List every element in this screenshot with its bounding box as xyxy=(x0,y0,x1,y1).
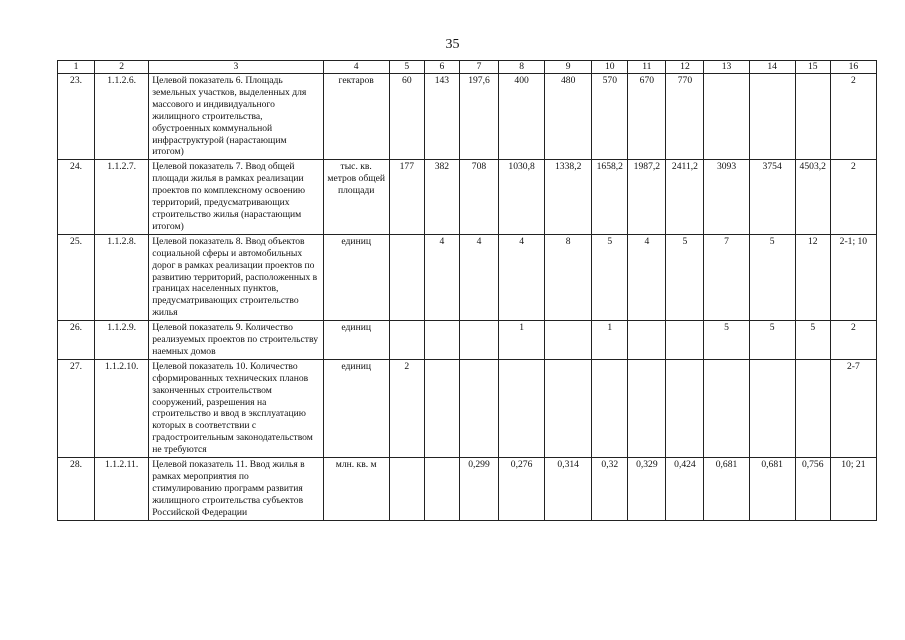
value-col-15: 5 xyxy=(795,321,830,360)
indicators-table xyxy=(57,60,877,521)
value-col-14: 5 xyxy=(749,321,795,360)
row-number: 28. xyxy=(58,458,95,521)
value-col-5 xyxy=(389,458,424,521)
indicator-description: Целевой показатель 10. Количество сформированных технических планов законченных строительством сооружений, разрешения на строительство и ввод в эксплуатацию которых в соответствии с градостроительным законодательством не требуются xyxy=(149,359,323,457)
value-col-6: 143 xyxy=(424,74,459,160)
unit-of-measure: млн. кв. м xyxy=(323,458,389,521)
value-col-6: 382 xyxy=(424,160,459,234)
value-col-12: 770 xyxy=(666,74,704,160)
table-row xyxy=(58,160,877,234)
value-col-7: 197,6 xyxy=(459,74,498,160)
value-col-7: 4 xyxy=(459,234,498,320)
value-col-9: 8 xyxy=(545,234,592,320)
unit-of-measure: единиц xyxy=(323,359,389,457)
table-row xyxy=(58,359,877,457)
header-cell: 7 xyxy=(459,61,498,74)
value-col-10: 570 xyxy=(592,74,628,160)
value-col-11: 0,329 xyxy=(628,458,666,521)
value-col-14: 3754 xyxy=(749,160,795,234)
indicator-code: 1.1.2.10. xyxy=(95,359,149,457)
header-cell: 13 xyxy=(704,61,749,74)
value-col-12: 2411,2 xyxy=(666,160,704,234)
page-number: 35 xyxy=(445,37,460,52)
indicator-description: Целевой показатель 7. Ввод общей площади жилья в рамках реализации проектов по комплексному освоению территорий, предусматривающих строительство жилья (нарастающим итогом) xyxy=(149,160,323,234)
value-col-8: 1 xyxy=(499,321,545,360)
value-col-14: 0,681 xyxy=(749,458,795,521)
indicator-code: 1.1.2.7. xyxy=(95,160,149,234)
value-col-5 xyxy=(389,321,424,360)
row-number: 27. xyxy=(58,359,95,457)
value-col-7: 0,299 xyxy=(459,458,498,521)
value-col-11: 1987,2 xyxy=(628,160,666,234)
value-col-12 xyxy=(666,321,704,360)
value-col-5 xyxy=(389,234,424,320)
table-row xyxy=(58,74,877,160)
value-col-11: 4 xyxy=(628,234,666,320)
value-col-13 xyxy=(704,74,749,160)
header-cell: 10 xyxy=(592,61,628,74)
value-col-13: 0,681 xyxy=(704,458,749,521)
value-col-10: 5 xyxy=(592,234,628,320)
value-col-11 xyxy=(628,359,666,457)
header-cell: 6 xyxy=(424,61,459,74)
value-col-15: 4503,2 xyxy=(795,160,830,234)
value-col-5: 177 xyxy=(389,160,424,234)
value-col-9: 1338,2 xyxy=(545,160,592,234)
value-col-14 xyxy=(749,74,795,160)
value-col-9 xyxy=(545,321,592,360)
value-col-12: 0,424 xyxy=(666,458,704,521)
value-col-13: 5 xyxy=(704,321,749,360)
value-col-9 xyxy=(545,359,592,457)
value-col-7 xyxy=(459,321,498,360)
value-col-5: 60 xyxy=(389,74,424,160)
value-col-9: 0,314 xyxy=(545,458,592,521)
header-row xyxy=(58,61,877,74)
value-col-6: 4 xyxy=(424,234,459,320)
row-number: 25. xyxy=(58,234,95,320)
source-reference: 2-7 xyxy=(830,359,876,457)
value-col-6 xyxy=(424,321,459,360)
unit-of-measure: тыс. кв. метров общей площади xyxy=(323,160,389,234)
indicator-description: Целевой показатель 11. Ввод жилья в рамках мероприятия по стимулированию программ развития жилищного строительства субъектов Российской Федерации xyxy=(149,458,323,521)
value-col-10: 0,32 xyxy=(592,458,628,521)
value-col-13: 7 xyxy=(704,234,749,320)
indicator-description: Целевой показатель 9. Количество реализуемых проектов по строительству наемных домов xyxy=(149,321,323,360)
header-cell: 5 xyxy=(389,61,424,74)
value-col-7: 708 xyxy=(459,160,498,234)
header-cell: 15 xyxy=(795,61,830,74)
value-col-8: 400 xyxy=(499,74,545,160)
value-col-10: 1658,2 xyxy=(592,160,628,234)
value-col-6 xyxy=(424,359,459,457)
value-col-8: 0,276 xyxy=(499,458,545,521)
value-col-8: 4 xyxy=(499,234,545,320)
header-cell: 16 xyxy=(830,61,876,74)
header-cell: 14 xyxy=(749,61,795,74)
value-col-15 xyxy=(795,359,830,457)
unit-of-measure: единиц xyxy=(323,234,389,320)
unit-of-measure: гектаров xyxy=(323,74,389,160)
indicator-code: 1.1.2.8. xyxy=(95,234,149,320)
source-reference: 2 xyxy=(830,160,876,234)
header-cell: 8 xyxy=(499,61,545,74)
header-cell: 11 xyxy=(628,61,666,74)
value-col-15 xyxy=(795,74,830,160)
value-col-5: 2 xyxy=(389,359,424,457)
value-col-8: 1030,8 xyxy=(499,160,545,234)
indicator-description: Целевой показатель 6. Площадь земельных участков, выделенных для массового и индивидуального жилищного строительства, обустроенных коммунальной инфраструктурой (нарастающим итогом) xyxy=(149,74,323,160)
value-col-6 xyxy=(424,458,459,521)
table-row xyxy=(58,234,877,320)
value-col-13: 3093 xyxy=(704,160,749,234)
indicator-code: 1.1.2.11. xyxy=(95,458,149,521)
value-col-9: 480 xyxy=(545,74,592,160)
table-row xyxy=(58,458,877,521)
source-reference: 2 xyxy=(830,74,876,160)
row-number: 23. xyxy=(58,74,95,160)
source-reference: 10; 21 xyxy=(830,458,876,521)
header-cell: 3 xyxy=(149,61,323,74)
header-cell: 12 xyxy=(666,61,704,74)
unit-of-measure: единиц xyxy=(323,321,389,360)
value-col-7 xyxy=(459,359,498,457)
value-col-10: 1 xyxy=(592,321,628,360)
table-row xyxy=(58,321,877,360)
indicator-description: Целевой показатель 8. Ввод объектов социальной сферы и автомобильных дорог в рамках реализации проектов по развитию территорий, расположенных в границах населенных пунктов, предусматривающих строительство жилья xyxy=(149,234,323,320)
value-col-11: 670 xyxy=(628,74,666,160)
value-col-13 xyxy=(704,359,749,457)
value-col-8 xyxy=(499,359,545,457)
header-cell: 9 xyxy=(545,61,592,74)
source-reference: 2-1; 10 xyxy=(830,234,876,320)
value-col-10 xyxy=(592,359,628,457)
value-col-11 xyxy=(628,321,666,360)
value-col-14: 5 xyxy=(749,234,795,320)
header-cell: 2 xyxy=(95,61,149,74)
header-cell: 4 xyxy=(323,61,389,74)
value-col-15: 12 xyxy=(795,234,830,320)
row-number: 24. xyxy=(58,160,95,234)
row-number: 26. xyxy=(58,321,95,360)
source-reference: 2 xyxy=(830,321,876,360)
header-cell: 1 xyxy=(58,61,95,74)
value-col-15: 0,756 xyxy=(795,458,830,521)
value-col-14 xyxy=(749,359,795,457)
value-col-12: 5 xyxy=(666,234,704,320)
indicator-code: 1.1.2.9. xyxy=(95,321,149,360)
indicator-code: 1.1.2.6. xyxy=(95,74,149,160)
value-col-12 xyxy=(666,359,704,457)
